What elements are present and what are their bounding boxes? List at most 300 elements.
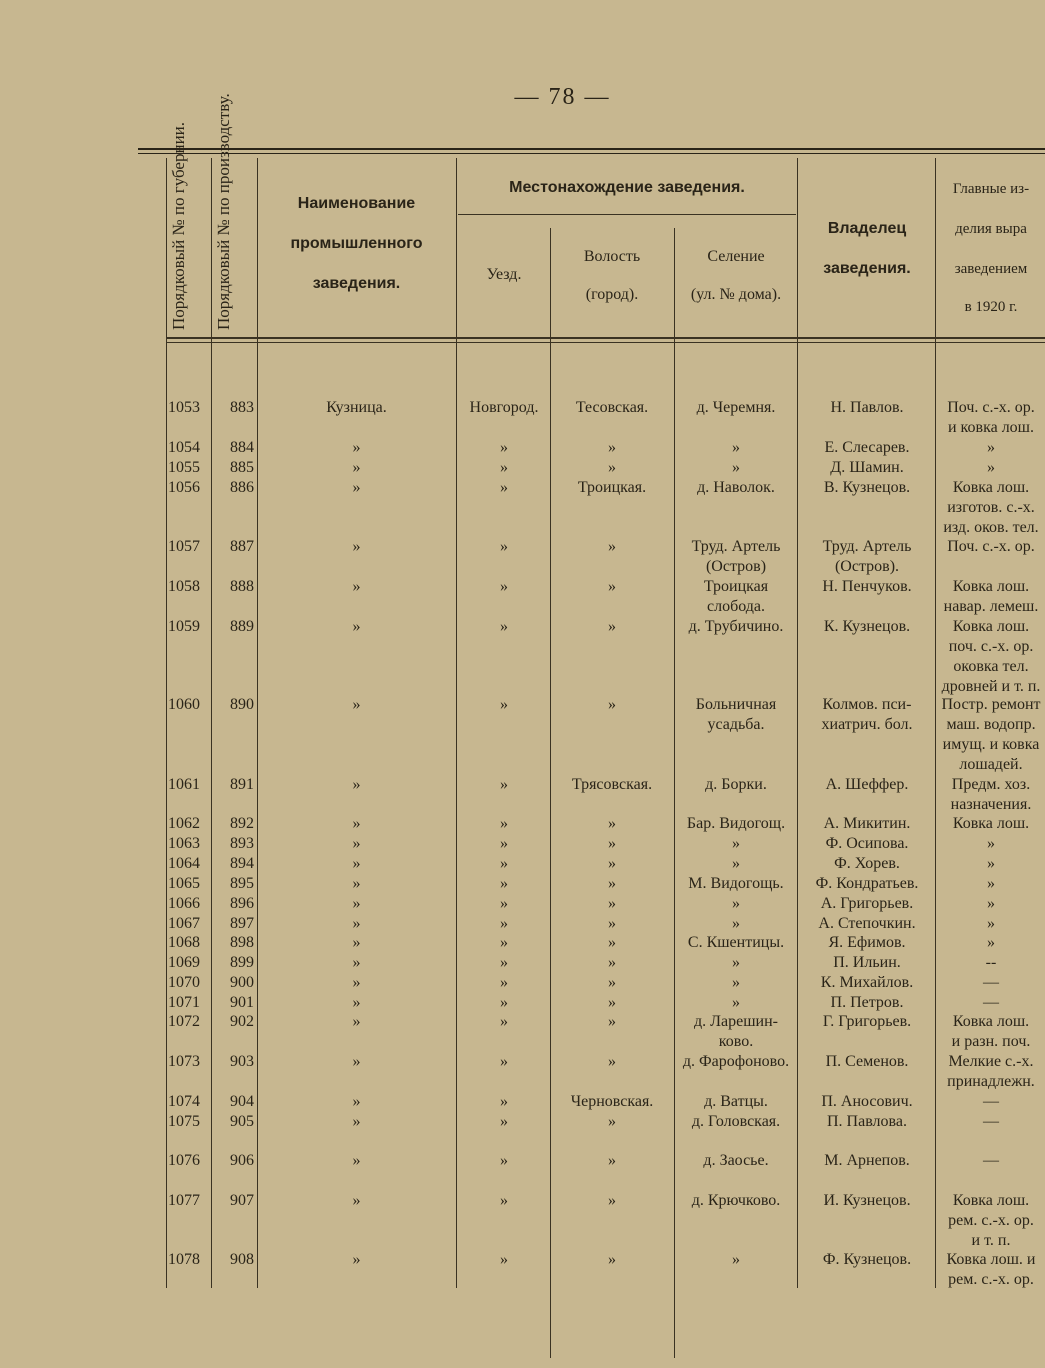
owner [799, 617, 935, 637]
products-line: поч. с.-х. ор. [948, 638, 1034, 655]
row-number-gubernia: 1070 [168, 974, 200, 991]
selenie [675, 1092, 797, 1112]
products-line: Ковка лош. [952, 1192, 1030, 1209]
owner [799, 458, 935, 478]
row-number-production: 886 [230, 479, 254, 496]
owner [799, 894, 935, 914]
row-number-gubernia: 1078 [168, 1251, 200, 1268]
establishment-name: » [352, 479, 361, 496]
products-line: Ковка лош. [952, 578, 1030, 595]
owner [799, 478, 935, 498]
selenie [675, 775, 797, 795]
owner-line: Ф. Кузнецов. [822, 1251, 912, 1268]
products-line: » [987, 915, 995, 932]
products-line: » [987, 835, 995, 852]
owner-line: В. Кузнецов. [823, 479, 911, 496]
products-line: Ковка лош. [952, 618, 1030, 635]
volost: » [608, 915, 616, 932]
selenie [675, 577, 797, 617]
table-top-rule [138, 148, 1045, 150]
row-number-gubernia: 1059 [168, 618, 200, 635]
selenie [675, 478, 797, 498]
establishment-name: » [352, 776, 361, 793]
owner-line: Ф. Осипова. [825, 835, 909, 852]
column-divider [797, 158, 798, 1288]
selenie-line: С. Кшентицы. [687, 934, 785, 951]
owner [799, 953, 935, 973]
row-number-gubernia: 1061 [168, 776, 200, 793]
row-number-gubernia: 1060 [168, 696, 200, 713]
owner-line: К. Михайлов. [820, 974, 914, 991]
row-number-production: 889 [230, 618, 254, 635]
selenie [675, 1250, 797, 1270]
establishment-name: » [352, 439, 361, 456]
uezd: » [500, 1192, 508, 1209]
row-number-gubernia: 1053 [168, 399, 200, 416]
selenie-line: » [732, 895, 740, 912]
establishment-name: » [352, 875, 361, 892]
selenie [675, 933, 797, 953]
selenie-line: » [732, 1251, 740, 1268]
uezd: » [500, 835, 508, 852]
owner-line: Д. Шамин. [830, 459, 904, 476]
row-number-production: 892 [230, 815, 254, 832]
owner-line: Колмов. пси- [822, 696, 912, 713]
selenie [675, 874, 797, 894]
row-number-production: 904 [230, 1093, 254, 1110]
row-number-production: 895 [230, 875, 254, 892]
header-owner: Владелец заведения. [823, 220, 911, 277]
selenie [675, 695, 797, 735]
establishment-name: » [352, 994, 361, 1011]
header-products: Главные из- делия выра заведением в 1920 г. [952, 182, 1030, 315]
products [937, 854, 1045, 874]
row-number-gubernia: 1066 [168, 895, 200, 912]
products-line: и ковка лош. [947, 419, 1034, 436]
volost: » [608, 1251, 616, 1268]
selenie [675, 993, 797, 1013]
volost: Трясовская. [571, 776, 653, 793]
products-line: » [987, 459, 995, 476]
uezd: » [500, 974, 508, 991]
uezd: » [500, 538, 508, 555]
owner-line: И. Кузнецов. [823, 1192, 911, 1209]
products [937, 1012, 1045, 1052]
establishment-name: » [352, 1251, 361, 1268]
header-order-gubernia: Порядковый № по губернии. [169, 121, 188, 330]
selenie-line: д. Заосье. [703, 1152, 769, 1169]
establishment-name: » [352, 974, 361, 991]
owner [799, 814, 935, 834]
uezd: » [500, 954, 508, 971]
products [937, 834, 1045, 854]
selenie-line: слобода. [706, 598, 765, 615]
owner-line: Я. Ефимов. [828, 934, 906, 951]
establishment-name: » [352, 578, 361, 595]
selenie [675, 914, 797, 934]
products-line: Ковка лош. [952, 1013, 1030, 1030]
column-divider [456, 158, 457, 1288]
column-divider [935, 158, 936, 1288]
row-number-gubernia: 1054 [168, 439, 200, 456]
products-line: Поч. с.-х. ор. [947, 399, 1035, 416]
products-line: — [983, 1113, 999, 1130]
uezd: » [500, 1053, 508, 1070]
products-line: — [983, 974, 999, 991]
row-number-production: 901 [230, 994, 254, 1011]
establishment-name: » [352, 954, 361, 971]
uezd: » [500, 855, 508, 872]
selenie [675, 1012, 797, 1052]
products [937, 894, 1045, 914]
volost: » [608, 618, 616, 635]
selenie-line: » [732, 459, 740, 476]
establishment-name: » [352, 895, 361, 912]
products-line: » [987, 875, 995, 892]
products [937, 458, 1045, 478]
products [937, 617, 1045, 697]
selenie-line: д. Крючково. [691, 1192, 781, 1209]
selenie [675, 953, 797, 973]
owner-line: Ф. Хорев. [834, 855, 900, 872]
selenie-line: (Остров) [705, 558, 767, 575]
uezd: » [500, 915, 508, 932]
establishment-name: » [352, 696, 361, 713]
selenie-line: Троицкая [703, 578, 769, 595]
owner [799, 398, 935, 418]
owner [799, 695, 935, 735]
owner-line: (Остров). [834, 558, 900, 575]
uezd: » [500, 815, 508, 832]
owner [799, 1191, 935, 1211]
selenie-line: Труд. Артель [691, 538, 781, 555]
selenie [675, 834, 797, 854]
establishment-name: » [352, 1113, 361, 1130]
uezd: » [500, 895, 508, 912]
row-number-production: 906 [230, 1152, 254, 1169]
owner-line: Н. Павлов. [830, 399, 904, 416]
row-number-production: 907 [230, 1192, 254, 1209]
uezd: » [500, 776, 508, 793]
volost: » [608, 855, 616, 872]
selenie-line: д. Ларешин- [694, 1013, 778, 1030]
products-line: и т. п. [971, 1232, 1011, 1249]
volost: » [608, 578, 616, 595]
establishment-name: » [352, 855, 361, 872]
row-number-production: 902 [230, 1013, 254, 1030]
products [937, 775, 1045, 815]
selenie-line: М. Видогощь. [688, 875, 784, 892]
owner [799, 1151, 935, 1171]
selenie-line: ково. [718, 1033, 754, 1050]
owner-line: П. Семенов. [825, 1053, 909, 1070]
selenie [675, 1052, 797, 1072]
volost: » [608, 895, 616, 912]
products-line: Ковка лош. [952, 815, 1030, 832]
row-number-production: 888 [230, 578, 254, 595]
owner [799, 834, 935, 854]
selenie-line: д. Борки. [705, 776, 767, 793]
row-number-production: 894 [230, 855, 254, 872]
selenie [675, 854, 797, 874]
row-number-production: 903 [230, 1053, 254, 1070]
products-line: принадлежн. [947, 1073, 1035, 1090]
header-name: Наименование промышленного заведения. [290, 195, 423, 292]
owner-line: А. Шеффер. [825, 776, 909, 793]
header-selenie: Селение (ул. № дома). [690, 248, 782, 303]
uezd: » [500, 578, 508, 595]
products [937, 914, 1045, 934]
owner [799, 577, 935, 597]
volost: » [608, 1152, 616, 1169]
owner [799, 914, 935, 934]
selenie [675, 617, 797, 637]
row-number-production: 890 [230, 696, 254, 713]
selenie [675, 814, 797, 834]
row-number-gubernia: 1076 [168, 1152, 200, 1169]
uezd: » [500, 459, 508, 476]
selenie-line: » [732, 994, 740, 1011]
header-order-production: Порядковый № по производству. [214, 93, 233, 330]
products [937, 933, 1045, 953]
products [937, 438, 1045, 458]
owner [799, 1052, 935, 1072]
row-number-production: 891 [230, 776, 254, 793]
products-line: » [987, 439, 995, 456]
header-location-group: Местонахождение заведения. [509, 179, 745, 196]
selenie [675, 458, 797, 478]
products-line: » [987, 934, 995, 951]
establishment-name: » [352, 1093, 361, 1110]
establishment-name: » [352, 1192, 361, 1209]
volost: » [608, 974, 616, 991]
uezd: » [500, 439, 508, 456]
uezd: » [500, 1093, 508, 1110]
row-number-gubernia: 1074 [168, 1093, 200, 1110]
row-number-production: 899 [230, 954, 254, 971]
volost: » [608, 954, 616, 971]
products-line: лошадей. [959, 756, 1023, 773]
row-number-gubernia: 1065 [168, 875, 200, 892]
row-number-gubernia: 1077 [168, 1192, 200, 1209]
volost: Тесовская. [575, 399, 649, 416]
products [937, 874, 1045, 894]
products-line: назначения. [950, 796, 1032, 813]
volost: » [608, 1053, 616, 1070]
row-number-gubernia: 1058 [168, 578, 200, 595]
owner [799, 1250, 935, 1270]
row-number-gubernia: 1056 [168, 479, 200, 496]
selenie [675, 973, 797, 993]
establishment-name: » [352, 1013, 361, 1030]
products-line: Поч. с.-х. ор. [947, 538, 1035, 555]
products [937, 1092, 1045, 1112]
products-line: Постр. ремонт [941, 696, 1041, 713]
owner [799, 537, 935, 577]
uezd: » [500, 934, 508, 951]
row-number-production: 897 [230, 915, 254, 932]
products-line: изготов. с.-х. [947, 499, 1035, 516]
selenie-line: д. Фарофоново. [682, 1053, 790, 1070]
header-uezd: Уезд. [486, 266, 522, 283]
owner [799, 1112, 935, 1132]
row-number-gubernia: 1064 [168, 855, 200, 872]
products-line: » [987, 895, 995, 912]
volost: » [608, 835, 616, 852]
row-number-production: 905 [230, 1113, 254, 1130]
products-line: изд. оков. тел. [943, 519, 1039, 536]
selenie-line: » [732, 974, 740, 991]
products-line: маш. водопр. [946, 716, 1036, 733]
establishment-name: » [352, 459, 361, 476]
products-line: — [983, 994, 999, 1011]
selenie-line: д. Головская. [691, 1113, 781, 1130]
owner-line: П. Аносович. [821, 1093, 913, 1110]
uezd: » [500, 479, 508, 496]
owner-line: Е. Слесарев. [824, 439, 910, 456]
selenie [675, 1151, 797, 1171]
uezd: » [500, 875, 508, 892]
selenie [675, 438, 797, 458]
owner [799, 993, 935, 1013]
selenie-line: д. Трубичино. [688, 618, 784, 635]
selenie-line: » [732, 954, 740, 971]
products-line: и разн. поч. [951, 1033, 1031, 1050]
row-number-production: 885 [230, 459, 254, 476]
uezd: » [500, 1013, 508, 1030]
products [937, 537, 1045, 557]
row-number-production: 896 [230, 895, 254, 912]
volost: » [608, 696, 616, 713]
owner-line: П. Петров. [830, 994, 904, 1011]
establishment-name: » [352, 618, 361, 635]
row-number-gubernia: 1075 [168, 1113, 200, 1130]
row-number-gubernia: 1055 [168, 459, 200, 476]
header-bottom-rule [166, 337, 1045, 339]
volost: » [608, 934, 616, 951]
row-number-production: 887 [230, 538, 254, 555]
selenie [675, 1112, 797, 1132]
row-number-production: 908 [230, 1251, 254, 1268]
uezd: » [500, 1152, 508, 1169]
establishment-name: » [352, 835, 361, 852]
owner-line: Г. Григорьев. [822, 1013, 912, 1030]
products [937, 993, 1045, 1013]
selenie-line: » [732, 835, 740, 852]
selenie [675, 398, 797, 418]
products-line: имущ. и ковка [942, 736, 1040, 753]
products [937, 973, 1045, 993]
row-number-production: 883 [230, 399, 254, 416]
establishment-name: » [352, 538, 361, 555]
products-line: Мелкие с.-х. [948, 1053, 1034, 1070]
products-line: дровней и т. п. [941, 678, 1041, 695]
row-number-production: 884 [230, 439, 254, 456]
selenie-line: д. Ватцы. [704, 1093, 768, 1110]
row-number-gubernia: 1057 [168, 538, 200, 555]
products-line: » [987, 855, 995, 872]
products-line: -- [985, 954, 997, 971]
selenie-line: » [732, 439, 740, 456]
location-group-underline [458, 214, 796, 215]
volost: » [608, 875, 616, 892]
volost: » [608, 815, 616, 832]
products-line: — [983, 1093, 999, 1110]
products-line: Ковка лош. [952, 479, 1030, 496]
owner [799, 973, 935, 993]
row-number-gubernia: 1062 [168, 815, 200, 832]
owner [799, 933, 935, 953]
selenie-line: » [732, 855, 740, 872]
table-top-rule-thin [138, 153, 1045, 154]
row-number-production: 893 [230, 835, 254, 852]
uezd: » [500, 1113, 508, 1130]
volost: » [608, 1113, 616, 1130]
uezd: » [500, 1251, 508, 1268]
establishment-name: » [352, 815, 361, 832]
row-number-production: 900 [230, 974, 254, 991]
products-line: Ковка лош. и [946, 1251, 1036, 1268]
uezd: » [500, 696, 508, 713]
header-volost: Волость (город). [583, 248, 641, 303]
selenie-line: д. Наволок. [697, 479, 775, 496]
row-number-gubernia: 1072 [168, 1013, 200, 1030]
uezd: » [500, 618, 508, 635]
page-number: — 78 — [514, 84, 611, 110]
establishment-name: » [352, 934, 361, 951]
products [937, 577, 1045, 617]
products [937, 1151, 1045, 1171]
selenie-line: д. Черемня. [696, 399, 776, 416]
products [937, 1112, 1045, 1132]
owner-line: П. Павлова. [827, 1113, 907, 1130]
row-number-gubernia: 1063 [168, 835, 200, 852]
owner [799, 1012, 935, 1032]
owner-line: А. Микитин. [823, 815, 911, 832]
owner-line: А. Степочкин. [818, 915, 916, 932]
selenie [675, 894, 797, 914]
owner [799, 1092, 935, 1112]
volost: » [608, 1192, 616, 1209]
products [937, 695, 1045, 775]
volost: Троицкая. [577, 479, 647, 496]
row-number-gubernia: 1068 [168, 934, 200, 951]
column-divider [211, 158, 212, 1288]
volost: » [608, 439, 616, 456]
volost: » [608, 1013, 616, 1030]
row-number-gubernia: 1071 [168, 994, 200, 1011]
uezd: Новгород. [469, 399, 539, 416]
products-line: оковка тел. [953, 658, 1029, 675]
products [937, 953, 1045, 973]
owner-line: хиатрич. бол. [821, 716, 913, 733]
products-line: навар. лемеш. [943, 598, 1039, 615]
establishment-name: » [352, 1152, 361, 1169]
selenie [675, 537, 797, 577]
uezd: » [500, 994, 508, 1011]
selenie [675, 1191, 797, 1211]
products [937, 478, 1045, 538]
owner-line: М. Арнепов. [824, 1152, 910, 1169]
volost: » [608, 459, 616, 476]
row-number-gubernia: 1073 [168, 1053, 200, 1070]
products [937, 1250, 1045, 1290]
products [937, 814, 1045, 834]
row-number-gubernia: 1067 [168, 915, 200, 932]
owner-line: Н. Пенчуков. [822, 578, 912, 595]
header-bottom-rule-thin [166, 342, 1045, 343]
products-line: Предм. хоз. [951, 776, 1031, 793]
